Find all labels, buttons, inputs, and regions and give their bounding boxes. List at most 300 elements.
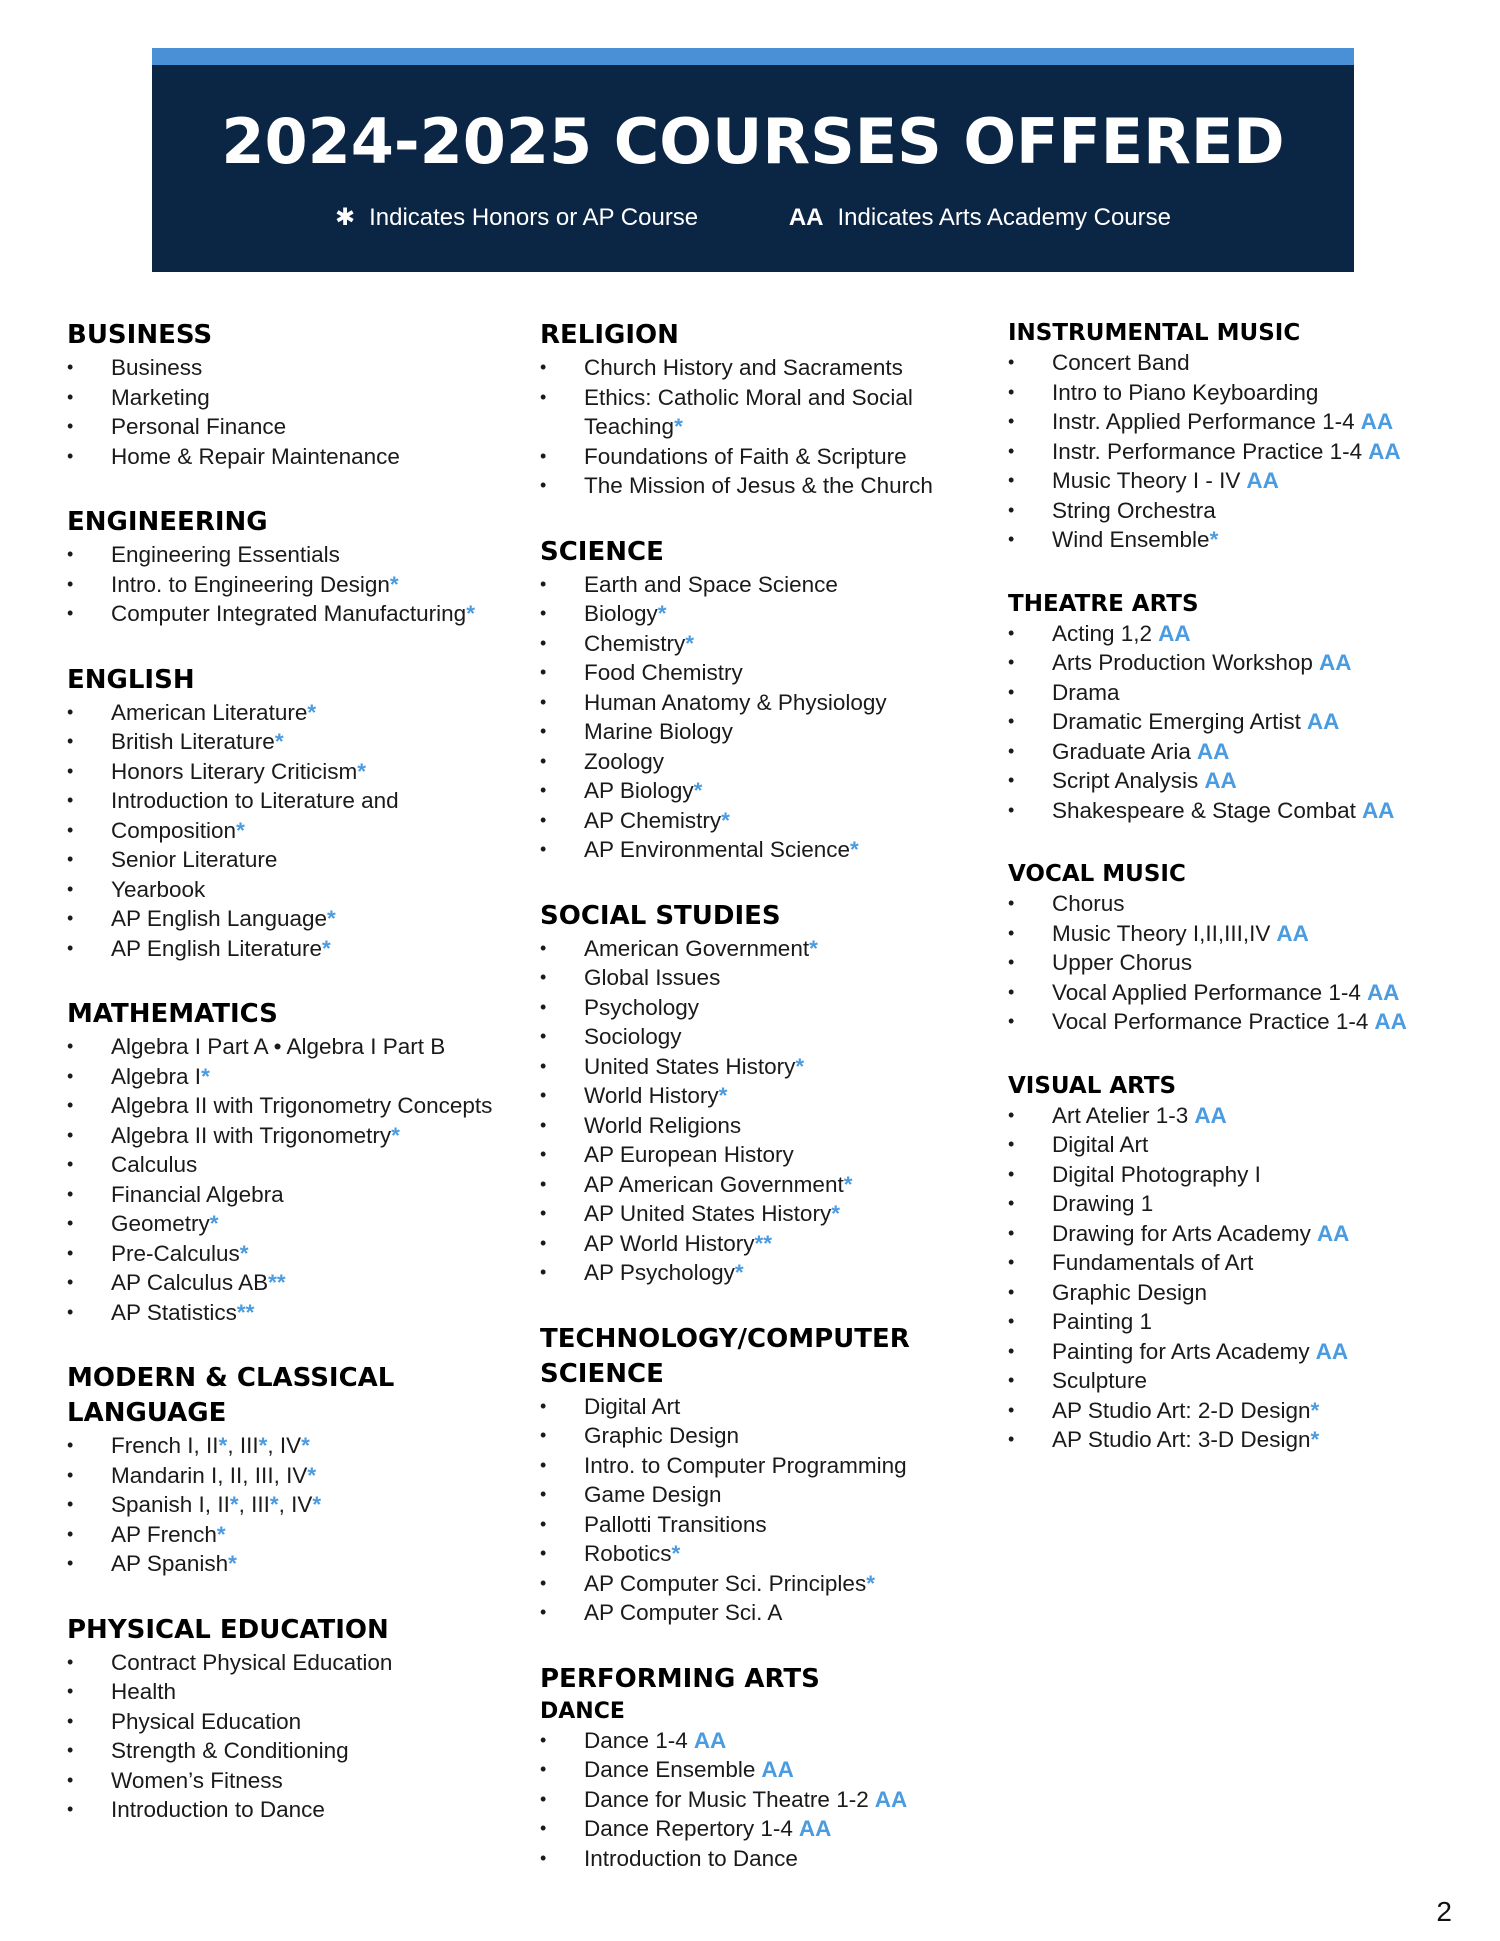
course-item xyxy=(1008,1007,1468,1037)
honors-marker: * xyxy=(831,1201,840,1226)
course-name: Algebra I xyxy=(111,1063,202,1089)
course-name: Intro to Piano Keyboarding xyxy=(1052,379,1319,405)
course-item xyxy=(1008,1337,1468,1367)
course-name: Biology xyxy=(584,601,658,626)
course-name: Intro. to Computer Programming xyxy=(584,1452,907,1478)
honors-marker: * xyxy=(216,1521,226,1547)
course-name: AP Studio Art: 2-D Design xyxy=(1052,1397,1311,1423)
course-item xyxy=(1008,466,1468,496)
course-name: Spanish I, II xyxy=(111,1492,230,1517)
course-name: Introduction to Literature and xyxy=(111,788,399,813)
course-name: Vocal Applied Performance 1-4 xyxy=(1052,979,1361,1005)
course-name: Home & Repair Maintenance xyxy=(111,443,400,469)
course-name: AP Chemistry xyxy=(584,807,722,833)
course-name: Mandarin I, II, III, IV xyxy=(111,1462,308,1488)
course-name: French I, II xyxy=(111,1433,219,1458)
course-name: Chemistry xyxy=(584,630,686,656)
course-name: AP Environmental Science xyxy=(584,837,850,862)
course-item xyxy=(1008,1366,1468,1396)
course-section xyxy=(540,535,980,865)
course-item xyxy=(67,442,507,472)
course-name: Arts Production Workshop xyxy=(1052,650,1313,675)
course-item xyxy=(540,963,980,993)
arts-academy-badge: AA xyxy=(1276,920,1309,946)
course-list xyxy=(540,1726,980,1874)
course-item xyxy=(540,1844,980,1874)
arts-academy-badge: AA xyxy=(788,204,824,231)
course-item xyxy=(1008,978,1468,1008)
course-section xyxy=(67,1361,507,1579)
course-name: Painting 1 xyxy=(1052,1309,1153,1334)
course-item xyxy=(1008,889,1468,919)
course-item xyxy=(1008,648,1468,678)
column-3 xyxy=(1008,318,1468,1489)
course-list xyxy=(1008,1101,1468,1455)
course-item xyxy=(1008,796,1468,826)
course-item xyxy=(67,353,507,383)
course-item xyxy=(67,1150,507,1180)
section-subtitle: DANCE xyxy=(540,1698,625,1724)
honors-marker: * xyxy=(301,1433,310,1458)
course-item xyxy=(1008,525,1468,555)
honors-marker: * xyxy=(693,778,703,803)
course-name: Acting 1,2 xyxy=(1052,620,1153,646)
course-section xyxy=(1008,1071,1468,1455)
arts-academy-badge: AA xyxy=(1204,768,1237,793)
section-title: PHYSICAL EDUCATION xyxy=(67,1614,389,1645)
course-item xyxy=(540,1539,980,1569)
course-list xyxy=(1008,889,1468,1037)
honors-marker: * xyxy=(229,1492,239,1517)
course-name: Music Theory I,II,III,IV xyxy=(1052,920,1271,946)
course-name: , IV xyxy=(278,1492,313,1517)
course-item xyxy=(67,934,507,964)
course-name: AP European History xyxy=(584,1142,794,1167)
honors-marker: * xyxy=(269,1492,279,1517)
course-name: Wind Ensemble xyxy=(1052,527,1210,552)
course-item xyxy=(67,904,507,934)
honors-marker: * xyxy=(685,630,695,656)
arts-academy-badge: AA xyxy=(761,1757,794,1782)
course-name: Psychology xyxy=(584,994,700,1020)
course-name: , IV xyxy=(267,1433,302,1458)
course-item xyxy=(67,786,507,816)
section-title: MATHEMATICS xyxy=(67,999,278,1029)
course-name: Strength & Conditioning xyxy=(111,1738,349,1763)
course-name: Graduate Aria xyxy=(1052,738,1191,764)
course-name: Business xyxy=(111,355,203,380)
course-item xyxy=(1008,1160,1468,1190)
course-name: , III xyxy=(227,1433,259,1458)
course-item xyxy=(67,1520,507,1550)
course-name: AP World History xyxy=(584,1230,755,1256)
course-item xyxy=(67,698,507,728)
honors-marker: * xyxy=(657,601,667,626)
course-section xyxy=(67,505,507,629)
section-title: VOCAL MUSIC xyxy=(1008,861,1186,887)
honors-marker: * xyxy=(327,906,336,931)
arts-academy-badge: AA xyxy=(1374,1009,1407,1034)
course-item xyxy=(1008,707,1468,737)
course-name: Fundamentals of Art xyxy=(1052,1250,1254,1275)
course-name: AP Computer Sci. A xyxy=(584,1600,783,1625)
course-name: AP English Literature xyxy=(111,935,322,961)
course-name: Foundations of Faith & Scripture xyxy=(584,443,907,469)
course-name: AP Psychology xyxy=(584,1260,735,1285)
honors-marker: * xyxy=(357,758,367,784)
course-item xyxy=(67,1549,507,1579)
course-item xyxy=(1008,1307,1468,1337)
legend-aa-text: Indicates Arts Academy Course xyxy=(837,204,1171,231)
course-item xyxy=(1008,1396,1468,1426)
arts-academy-badge: AA xyxy=(1368,438,1401,464)
section-title: PERFORMING ARTS xyxy=(540,1663,820,1694)
course-name: Algebra II with Trigonometry xyxy=(111,1122,392,1148)
section-title: ENGINEERING xyxy=(67,507,268,537)
honors-marker: * xyxy=(236,817,245,843)
course-item xyxy=(540,776,980,806)
course-name: Yearbook xyxy=(111,876,206,902)
arts-academy-badge: AA xyxy=(1246,468,1279,493)
course-item xyxy=(1008,496,1468,526)
honors-marker: * xyxy=(228,1551,237,1576)
course-item xyxy=(67,816,507,846)
course-item xyxy=(540,1480,980,1510)
course-item xyxy=(67,1298,507,1328)
course-name: AP French xyxy=(111,1521,217,1547)
course-name: British Literature xyxy=(111,729,275,754)
course-name: American Literature xyxy=(111,699,308,725)
course-name: Algebra II with Trigonometry Concepts xyxy=(111,1093,493,1118)
arts-academy-badge: AA xyxy=(1366,979,1400,1005)
section-title: BUSINESS xyxy=(67,320,213,350)
course-item xyxy=(67,1461,507,1491)
course-item xyxy=(540,1022,980,1052)
honors-marker: * xyxy=(671,1541,681,1566)
course-name: Pallotti Transitions xyxy=(584,1511,767,1537)
course-name: Vocal Performance Practice 1-4 xyxy=(1052,1009,1369,1034)
honors-marker: ** xyxy=(236,1299,255,1325)
course-item xyxy=(67,845,507,875)
course-item xyxy=(540,1392,980,1422)
course-name: Shakespeare & Stage Combat xyxy=(1052,797,1356,823)
course-item xyxy=(1008,1101,1468,1131)
course-name: Personal Finance xyxy=(111,414,287,439)
arts-academy-badge: AA xyxy=(1158,620,1191,646)
course-name: String Orchestra xyxy=(1052,497,1216,523)
course-list xyxy=(1008,619,1468,826)
course-item xyxy=(1008,407,1468,437)
course-item xyxy=(540,934,980,964)
course-item xyxy=(540,599,980,629)
course-name: AP American Government xyxy=(584,1171,844,1197)
arts-academy-badge: AA xyxy=(1315,1338,1349,1364)
honors-marker: * xyxy=(312,1492,322,1517)
course-item xyxy=(67,1091,507,1121)
course-item xyxy=(67,727,507,757)
course-name: Script Analysis xyxy=(1052,768,1199,793)
course-name: Upper Chorus xyxy=(1052,950,1193,975)
course-section xyxy=(540,1662,980,1874)
course-name: Dance for Music Theatre 1-2 xyxy=(584,1786,869,1812)
course-name: Drawing for Arts Academy xyxy=(1052,1220,1311,1246)
arts-academy-badge: AA xyxy=(1360,409,1394,434)
honors-marker: * xyxy=(1310,1397,1320,1423)
course-section xyxy=(1008,318,1468,555)
course-name: Dance 1-4 xyxy=(584,1727,688,1753)
page-title: 2024-2025 COURSES OFFERED xyxy=(221,105,1285,178)
course-list xyxy=(67,1431,507,1579)
arts-academy-badge: AA xyxy=(874,1786,908,1812)
course-item xyxy=(67,383,507,413)
course-name: Digital Art xyxy=(584,1393,681,1419)
course-item xyxy=(540,658,980,688)
course-item xyxy=(67,570,507,600)
course-name: Contract Physical Education xyxy=(111,1649,393,1675)
course-name: AP Calculus AB xyxy=(111,1270,269,1295)
section-title: VISUAL ARTS xyxy=(1008,1072,1177,1099)
course-name: Engineering Essentials xyxy=(111,542,340,567)
course-name: Composition xyxy=(111,817,237,843)
course-name: Marketing xyxy=(111,384,210,410)
course-item xyxy=(1008,1278,1468,1308)
course-name: Calculus xyxy=(111,1152,198,1177)
course-item xyxy=(67,1490,507,1520)
course-item xyxy=(540,1421,980,1451)
honors-marker: * xyxy=(321,935,331,961)
course-name: Instr. Applied Performance 1-4 xyxy=(1052,409,1355,434)
course-list xyxy=(67,1032,507,1327)
arts-academy-badge: AA xyxy=(1306,709,1340,734)
course-section xyxy=(67,663,507,964)
course-name: Digital Photography I xyxy=(1052,1161,1261,1187)
course-item xyxy=(540,1258,980,1288)
course-item xyxy=(540,1111,980,1141)
course-name: Food Chemistry xyxy=(584,660,743,685)
honors-marker: * xyxy=(843,1171,853,1197)
arts-academy-badge: AA xyxy=(1318,650,1352,675)
section-title: SOCIAL STUDIES xyxy=(540,900,781,931)
course-item xyxy=(540,1598,980,1628)
course-item xyxy=(1008,1219,1468,1249)
course-name: Music Theory I - IV xyxy=(1052,468,1241,493)
honors-marker: * xyxy=(218,1433,228,1458)
course-item xyxy=(67,1032,507,1062)
course-item xyxy=(540,835,980,865)
arts-academy-badge: AA xyxy=(798,1816,832,1841)
course-name: Introduction to Dance xyxy=(111,1797,325,1822)
course-item xyxy=(67,540,507,570)
course-item xyxy=(67,1766,507,1796)
course-item xyxy=(67,1707,507,1737)
honors-marker: * xyxy=(201,1063,210,1089)
course-item xyxy=(1008,948,1468,978)
course-item xyxy=(67,412,507,442)
course-name: Chorus xyxy=(1052,891,1125,916)
course-name: Game Design xyxy=(584,1482,722,1507)
honors-marker: * xyxy=(274,729,284,754)
course-name: Drawing 1 xyxy=(1052,1191,1154,1216)
course-name: World Religions xyxy=(584,1112,742,1138)
course-item xyxy=(540,1081,980,1111)
course-item xyxy=(67,1795,507,1825)
course-item xyxy=(1008,619,1468,649)
course-section xyxy=(540,1322,980,1628)
honors-marker: * xyxy=(466,601,475,626)
honors-marker: * xyxy=(809,935,818,961)
course-item xyxy=(1008,1248,1468,1278)
course-name: Human Anatomy & Physiology xyxy=(584,689,887,715)
course-name: Earth and Space Science xyxy=(584,571,838,597)
course-name: Pre-Calculus xyxy=(111,1240,240,1266)
course-name: , III xyxy=(238,1492,270,1517)
section-title: INSTRUMENTAL MUSIC xyxy=(1008,320,1301,346)
course-name: Concert Band xyxy=(1052,350,1190,375)
course-name: AP Spanish xyxy=(111,1551,229,1576)
course-item xyxy=(67,1180,507,1210)
course-name: Intro. to Engineering Design xyxy=(111,571,390,597)
course-name: Dance Repertory 1-4 xyxy=(584,1816,793,1841)
course-name: Dance Ensemble xyxy=(584,1757,756,1782)
course-name: Robotics xyxy=(584,1541,672,1566)
course-list xyxy=(1008,348,1468,555)
course-item xyxy=(67,1062,507,1092)
course-section xyxy=(67,1613,507,1825)
course-name: Painting for Arts Academy xyxy=(1052,1338,1310,1364)
honors-marker: * xyxy=(849,837,859,862)
course-item xyxy=(540,1199,980,1229)
course-name: Digital Art xyxy=(1052,1132,1149,1157)
arts-academy-badge: AA xyxy=(1194,1102,1227,1128)
course-name: Senior Literature xyxy=(111,847,278,872)
course-item xyxy=(67,1431,507,1461)
honors-marker: * xyxy=(866,1570,875,1596)
course-name: Ethics: Catholic Moral and Social Teaching xyxy=(584,384,913,439)
legend-arts-academy xyxy=(789,204,1171,232)
honors-marker: * xyxy=(1209,527,1219,552)
section-title: SCIENCE xyxy=(540,536,664,567)
course-name: Health xyxy=(111,1679,177,1704)
course-name: Instr. Performance Practice 1-4 xyxy=(1052,438,1363,464)
course-name: AP English Language xyxy=(111,906,328,931)
course-item xyxy=(67,599,507,629)
course-name: Marine Biology xyxy=(584,719,733,744)
course-item xyxy=(1008,348,1468,378)
course-item xyxy=(540,1785,980,1815)
honors-marker: ** xyxy=(754,1230,772,1256)
course-section xyxy=(1008,589,1468,826)
course-list xyxy=(540,934,980,1288)
honors-marker: * xyxy=(307,1462,317,1488)
course-item xyxy=(1008,1130,1468,1160)
course-item xyxy=(540,471,980,501)
course-name: Financial Algebra xyxy=(111,1181,284,1207)
course-item xyxy=(540,1229,980,1259)
course-section xyxy=(1008,859,1468,1037)
honors-marker: * xyxy=(239,1240,249,1266)
section-title: TECHNOLOGY/COMPUTER SCIENCE xyxy=(540,1323,910,1389)
course-item xyxy=(67,1239,507,1269)
course-name: Physical Education xyxy=(111,1708,302,1734)
course-item xyxy=(540,353,980,383)
course-item xyxy=(540,688,980,718)
honors-marker: * xyxy=(718,1083,728,1108)
course-item xyxy=(1008,737,1468,767)
course-name: Zoology xyxy=(584,748,665,774)
course-item xyxy=(67,1121,507,1151)
page-number: 2 xyxy=(1436,1896,1452,1927)
course-item xyxy=(67,1268,507,1298)
section-title: RELIGION xyxy=(540,320,679,350)
course-list xyxy=(540,1392,980,1628)
asterisk-icon: ✱ xyxy=(334,204,356,231)
course-list xyxy=(67,540,507,629)
course-item xyxy=(540,629,980,659)
arts-academy-badge: AA xyxy=(1196,738,1230,764)
course-item xyxy=(67,875,507,905)
course-name: Algebra I Part A • Algebra I Part B xyxy=(111,1034,446,1059)
course-item xyxy=(540,1140,980,1170)
course-name: AP Studio Art: 3-D Design xyxy=(1052,1427,1311,1452)
course-item xyxy=(1008,437,1468,467)
course-name: Sculpture xyxy=(1052,1368,1148,1393)
course-section xyxy=(540,318,980,501)
arts-academy-badge: AA xyxy=(1361,797,1395,823)
course-item xyxy=(67,757,507,787)
course-item xyxy=(540,1755,980,1785)
course-item xyxy=(1008,678,1468,708)
honors-marker: * xyxy=(721,807,730,833)
course-name: Dramatic Emerging Artist xyxy=(1052,709,1301,734)
course-item xyxy=(540,442,980,472)
course-section xyxy=(67,997,507,1327)
course-item xyxy=(540,1814,980,1844)
course-name: Women’s Fitness xyxy=(111,1767,283,1793)
course-name: United States History xyxy=(584,1053,796,1079)
course-name: Art Atelier 1-3 xyxy=(1052,1102,1189,1128)
course-name: AP Statistics xyxy=(111,1299,237,1325)
course-name: Graphic Design xyxy=(1052,1279,1208,1305)
honors-marker: * xyxy=(307,699,317,725)
honors-marker: * xyxy=(795,1053,805,1079)
honors-marker: * xyxy=(674,414,683,439)
course-item xyxy=(540,1726,980,1756)
honors-marker: ** xyxy=(268,1270,286,1295)
course-name: Graphic Design xyxy=(584,1423,740,1448)
header-banner xyxy=(152,48,1354,272)
course-item xyxy=(67,1677,507,1707)
course-name: Introduction to Dance xyxy=(584,1845,798,1871)
legend-honors-text: Indicates Honors or AP Course xyxy=(369,204,699,231)
course-name: AP United States History xyxy=(584,1201,832,1226)
course-item xyxy=(540,570,980,600)
course-item xyxy=(1008,919,1468,949)
course-list xyxy=(67,353,507,471)
course-list xyxy=(67,1648,507,1825)
section-title: ENGLISH xyxy=(67,664,195,695)
course-item xyxy=(1008,378,1468,408)
course-item xyxy=(540,1451,980,1481)
course-name: AP Computer Sci. Principles xyxy=(584,1570,867,1596)
course-name: Geometry xyxy=(111,1211,210,1236)
column-1 xyxy=(67,318,507,1859)
course-name: AP Biology xyxy=(584,778,694,803)
honors-marker: * xyxy=(258,1433,268,1458)
course-list xyxy=(67,698,507,964)
honors-marker: * xyxy=(389,571,399,597)
course-name: The Mission of Jesus & the Church xyxy=(584,473,933,498)
course-item xyxy=(1008,1189,1468,1219)
